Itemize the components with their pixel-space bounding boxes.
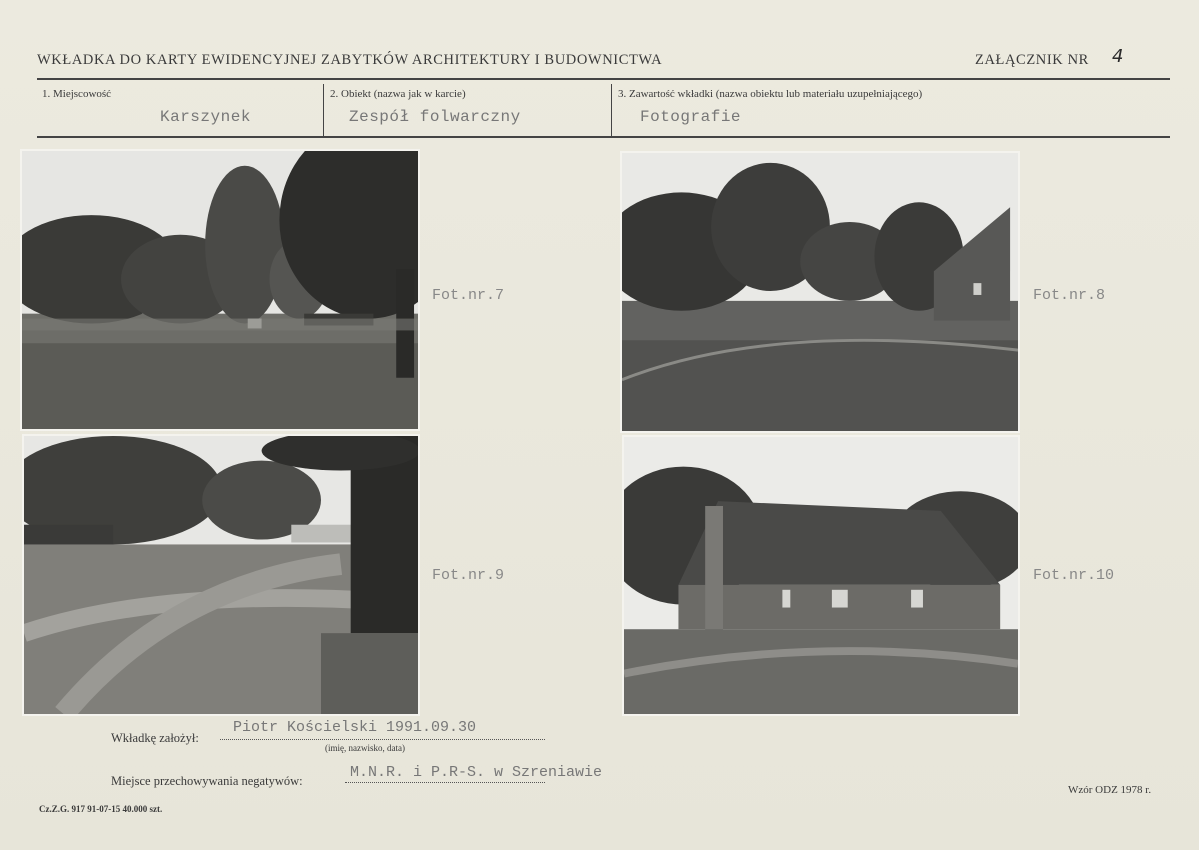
- attachment-number: 4: [1112, 46, 1124, 67]
- negatives-dotted-line: [345, 782, 545, 783]
- field-value-content: Fotografie: [640, 108, 742, 126]
- field-value-place: Karszynek: [160, 108, 251, 126]
- photo-8: [620, 151, 1020, 433]
- fields-bottom-rule: [37, 136, 1170, 138]
- top-rule: [37, 78, 1170, 80]
- photo-10-caption: Fot.nr.10: [1033, 567, 1115, 584]
- negatives-label: Miejsce przechowywania negatywów:: [111, 774, 303, 788]
- field-label-place: 1. Miejscowość: [42, 88, 112, 100]
- photo-7: [20, 149, 420, 431]
- attachment-label: ZAŁĄCZNIK NR: [975, 52, 1089, 68]
- form-title: WKŁADKA DO KARTY EWIDENCYJNEJ ZABYTKÓW ARCHITEKTURY I BUDOWNICTWA: [37, 52, 663, 68]
- author-label: Wkładkę założył:: [111, 731, 199, 745]
- photo-9: [22, 434, 420, 716]
- photo-10: [622, 435, 1020, 716]
- author-value: Piotr Kościelski 1991.09.30: [233, 719, 477, 736]
- template-code: Wzór ODZ 1978 r.: [1068, 784, 1152, 796]
- printer-imprint: Cz.Z.G. 917 91-07-15 40.000 szt.: [39, 804, 163, 814]
- field-divider-2: [611, 84, 612, 136]
- field-value-object: Zespół folwarczny: [349, 108, 521, 126]
- photo-9-caption: Fot.nr.9: [432, 567, 505, 584]
- author-hint: (imię, nazwisko, data): [325, 743, 405, 753]
- field-divider-1: [323, 84, 324, 136]
- author-dotted-line: [220, 739, 545, 740]
- field-label-content: 3. Zawartość wkładki (nazwa obiektu lub materiału uzupełniającego): [618, 88, 923, 100]
- photo-7-caption: Fot.nr.7: [432, 287, 505, 304]
- field-label-object: 2. Obiekt (nazwa jak w karcie): [330, 88, 466, 100]
- photo-8-caption: Fot.nr.8: [1033, 287, 1106, 304]
- negatives-value: M.N.R. i P.R-S. w Szreniawie: [350, 764, 603, 781]
